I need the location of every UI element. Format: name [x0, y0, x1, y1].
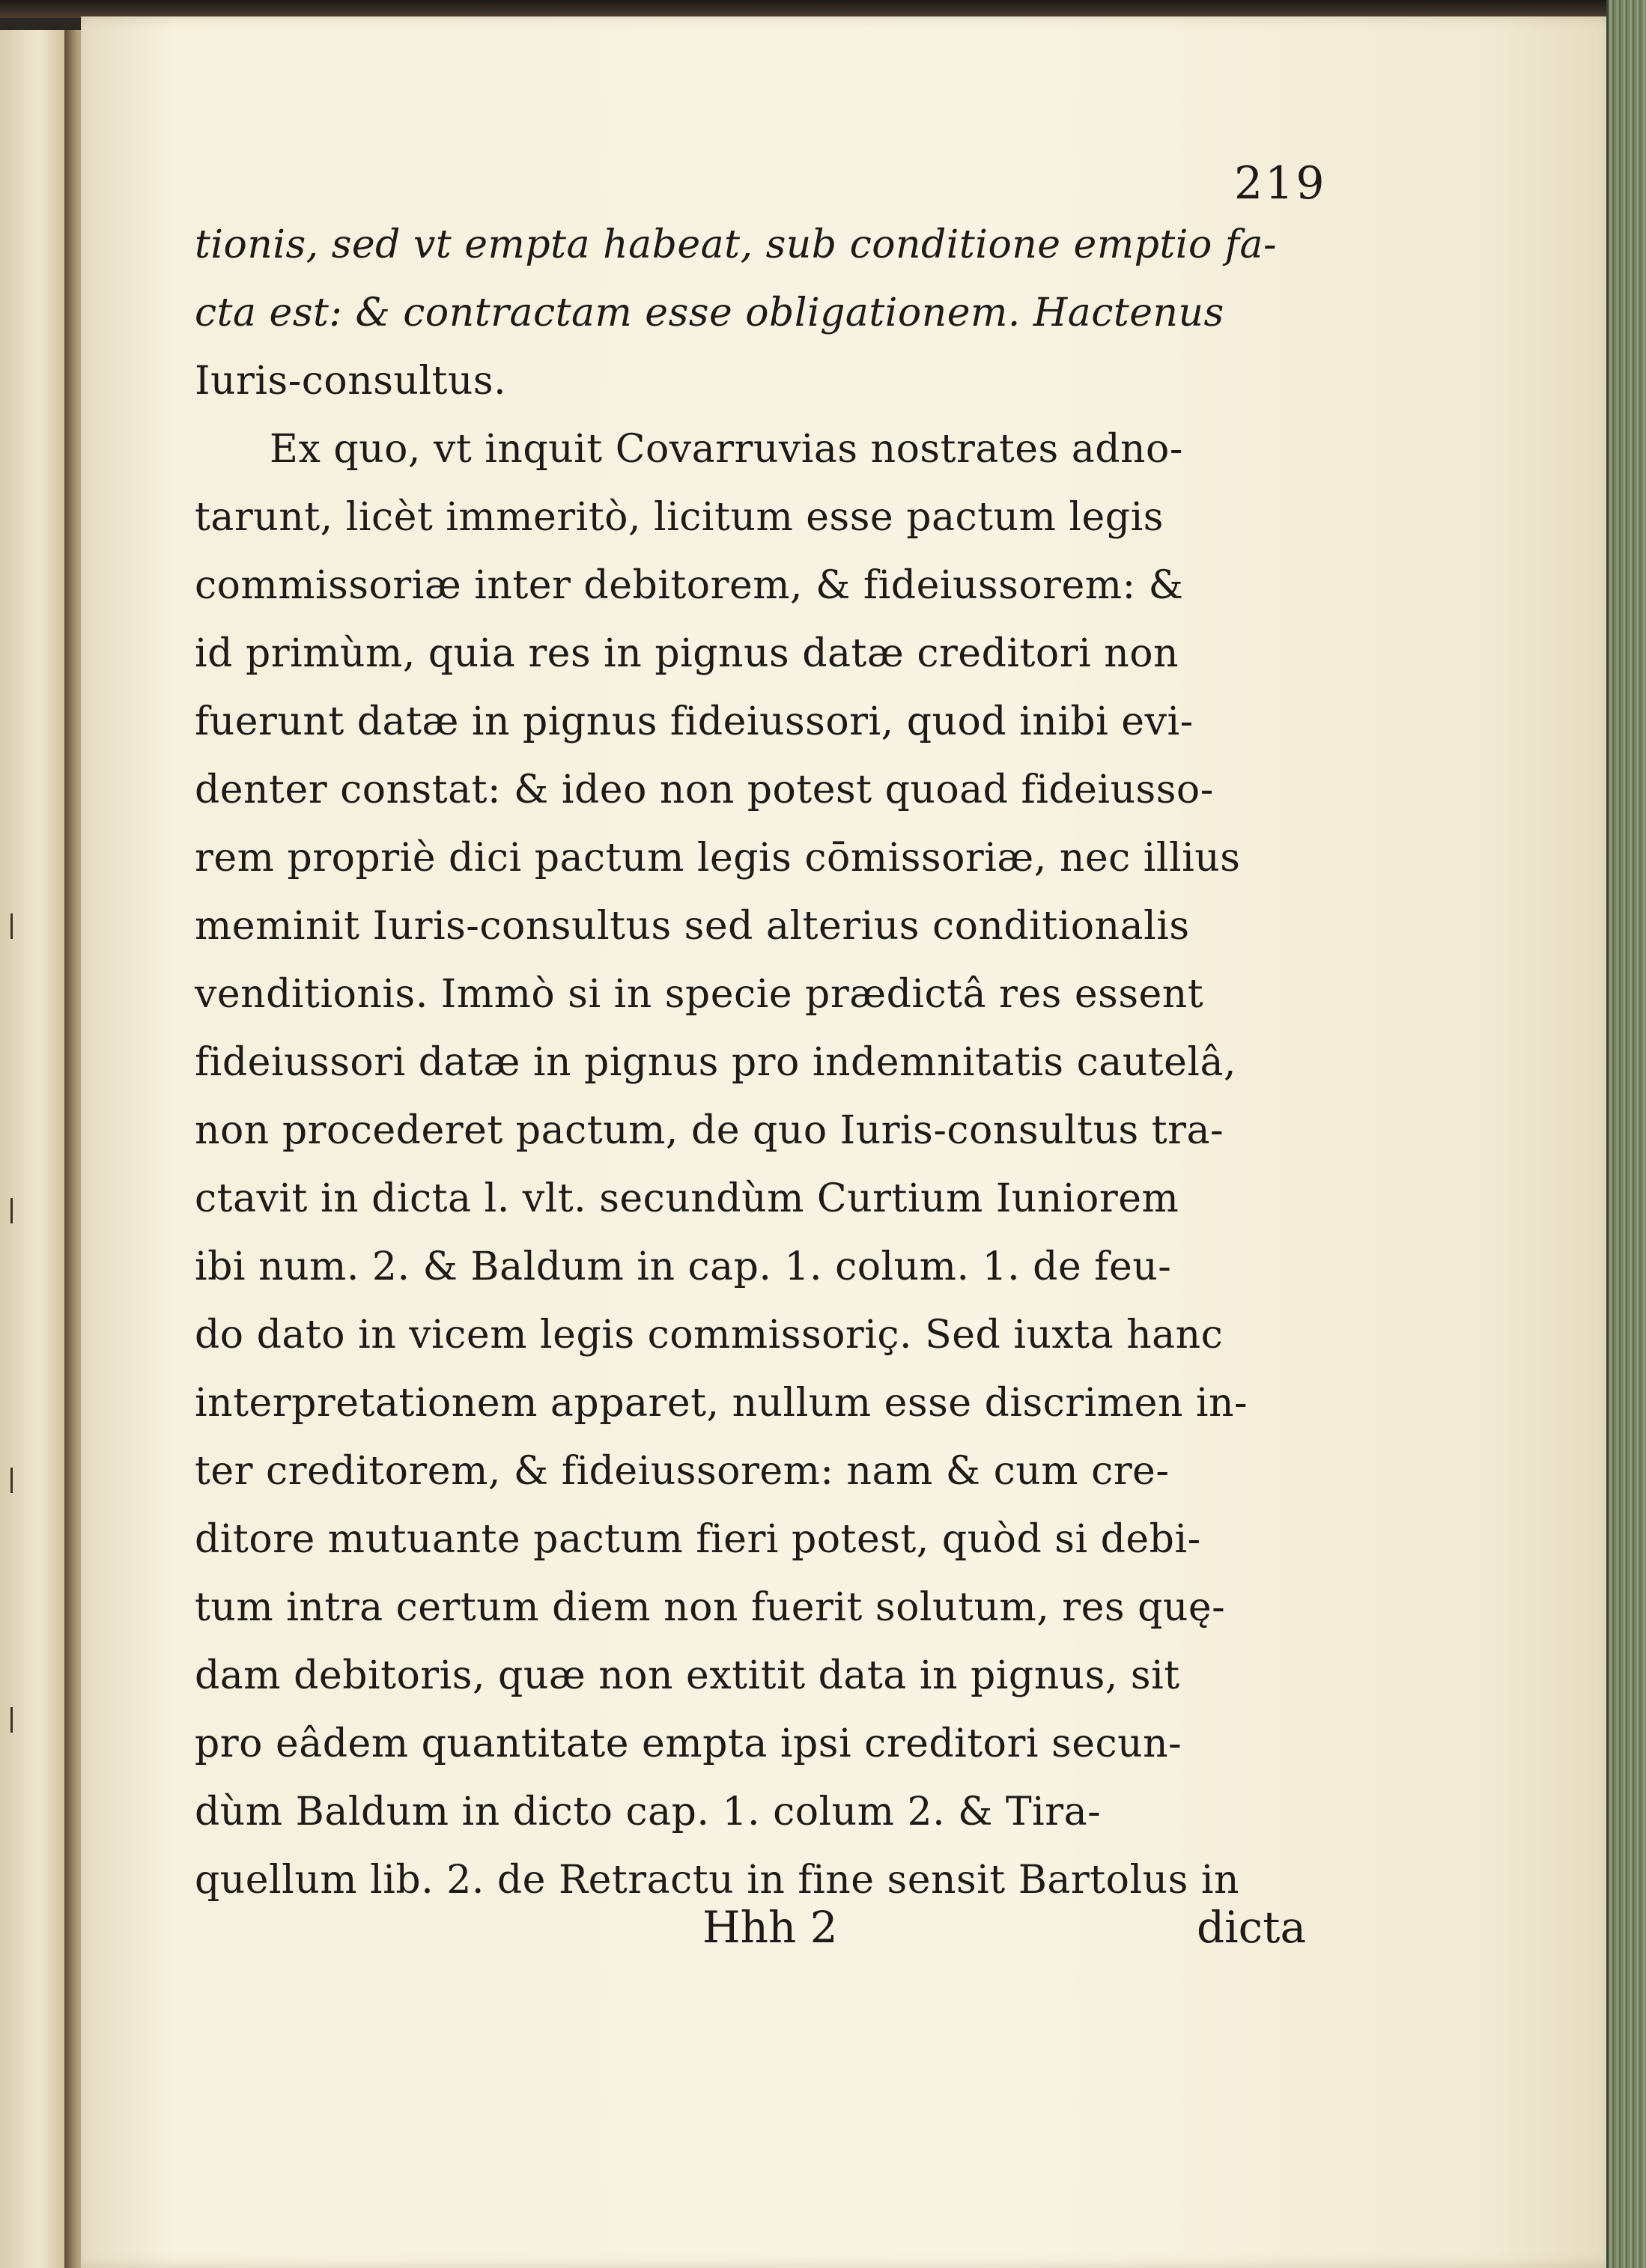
text-line: denter constat: & ideo non potest quoad fideiusso- [195, 767, 1214, 812]
text-line: dùm Baldum in dicto cap. 1. colum 2. & Tira- [195, 1790, 1102, 1834]
signature-mark: Hhh 2 [702, 1902, 838, 1953]
text-line: Ex quo, vt inquit Covarruvias nostrates adno- [270, 427, 1183, 472]
text-line: commissoriæ inter debitorem, & fideiussorem: & [195, 563, 1184, 608]
text-line: fideiussori datæ in pignus pro indemnitatis cautelâ, [195, 1040, 1237, 1085]
text-line: ibi num. 2. & Baldum in cap. 1. colum. 1. de feu- [195, 1244, 1172, 1289]
text-line: cta est: & contractam esse obligationem. Hactenus [195, 291, 1224, 335]
text-line: rem propriè dici pactum legis cōmissoriæ, nec illius [195, 836, 1241, 881]
text-line: tarunt, licèt immeritò, licitum esse pactum legis [195, 495, 1164, 540]
facing-page-mark [10, 1198, 22, 1223]
text-line: meminit Iuris-consultus sed alterius conditionalis [195, 904, 1190, 949]
text-line: interpretationem apparet, nullum esse discrimen in- [195, 1381, 1248, 1426]
text-line: quellum lib. 2. de Retractu in fine sensit Bartolus in [195, 1858, 1239, 1903]
text-line: non procederet pactum, de quo Iuris-consultus tra- [195, 1108, 1224, 1153]
text-line: dam debitoris, quæ non extitit data in pignus, sit [195, 1653, 1180, 1698]
facing-page-mark [10, 1707, 22, 1733]
facing-page-mark [10, 1468, 22, 1493]
text-line: ditore mutuante pactum fieri potest, quòd si debi- [195, 1517, 1201, 1562]
text-line: ter creditorem, & fideiussorem: nam & cum cre- [195, 1449, 1170, 1494]
text-line: pro eâdem quantitate empta ipsi creditori secun- [195, 1721, 1182, 1766]
text-line: id primùm, quia res in pignus datæ creditori non [195, 631, 1179, 676]
facing-page-edge [0, 30, 71, 2268]
book-top-shadow [0, 0, 1609, 18]
catchword: dicta [1197, 1902, 1307, 1953]
facing-page-mark [10, 913, 22, 939]
page-number: 219 [1234, 157, 1327, 210]
book-page [81, 16, 1618, 2268]
page-block-edge [1606, 0, 1646, 2268]
text-line: tionis, sed vt empta habeat, sub conditione emptio fa- [195, 222, 1278, 267]
text-line: ctavit in dicta l. vlt. secundùm Curtium Iuniorem [195, 1176, 1179, 1221]
text-line: fuerunt datæ in pignus fideiussori, quod inibi evi- [195, 699, 1194, 744]
text-line: tum intra certum diem non fuerit solutum, res quę- [195, 1585, 1226, 1630]
text-line: venditionis. Immò si in specie prædictâ res essent [195, 972, 1204, 1017]
text-line: Iuris-consultus. [195, 359, 507, 404]
body-text [195, 211, 1354, 1915]
text-line: do dato in vicem legis commissoriç. Sed iuxta hanc [195, 1313, 1224, 1358]
